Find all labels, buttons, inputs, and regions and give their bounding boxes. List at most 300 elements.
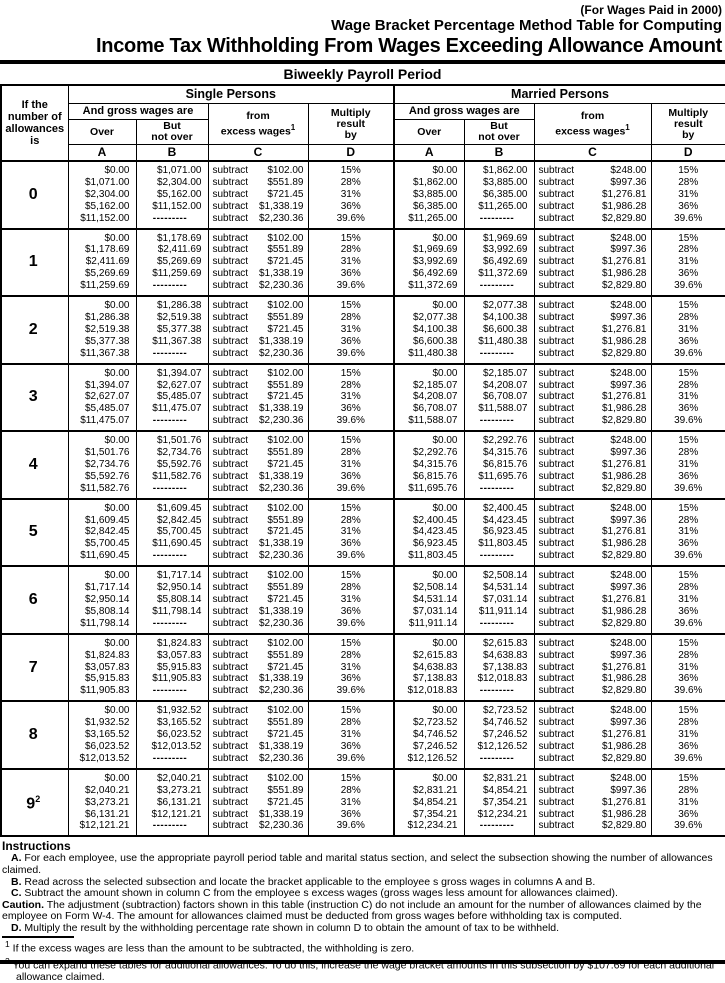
rate-value: 36% bbox=[678, 538, 699, 550]
single-subtract-cell bbox=[208, 769, 308, 837]
subtract-line bbox=[539, 189, 647, 201]
married-subtract-cell bbox=[534, 296, 651, 364]
subtract-word: subtract bbox=[538, 482, 575, 494]
instruction-label: B. bbox=[11, 875, 22, 888]
married-col-letter-b: B bbox=[464, 145, 534, 162]
subtract-word: subtract bbox=[212, 649, 249, 661]
instruction-item: D. Multiply the result by the withholding percentage rate shown in column D to obtain the amount of tax to be withheld. bbox=[11, 921, 560, 934]
rate-value: 31% bbox=[678, 796, 699, 808]
subtract-line bbox=[539, 673, 647, 685]
subtract-word: subtract bbox=[212, 685, 249, 697]
rate-value: 31% bbox=[678, 661, 699, 673]
subtract-line bbox=[213, 391, 304, 403]
but-not-over-value: $6,023.52 bbox=[157, 729, 202, 741]
subtract-line bbox=[213, 483, 304, 495]
but-not-over-value: $3,273.21 bbox=[157, 784, 202, 796]
rate-value: 36% bbox=[678, 403, 699, 415]
single-but-not-over-cell bbox=[136, 229, 208, 297]
but-not-over-value: $4,638.83 bbox=[483, 649, 528, 661]
but-not-over-value: $12,013.52 bbox=[151, 740, 202, 752]
subtract-amount: $248.00 bbox=[610, 772, 647, 784]
multiply-header-line: result bbox=[673, 117, 703, 130]
rate-value: 31% bbox=[340, 594, 361, 605]
allowance-number bbox=[1, 499, 68, 567]
subtract-word: subtract bbox=[538, 470, 575, 482]
but-not-over-value: $11,372.69 bbox=[478, 268, 528, 280]
subtract-amount: $2,230.36 bbox=[259, 482, 304, 494]
subtract-word: subtract bbox=[538, 514, 575, 526]
table-title-line1: Wage Bracket Percentage Method Table for Computing bbox=[331, 17, 722, 34]
but-not-over-value: $3,057.83 bbox=[157, 649, 202, 661]
rate-value: 31% bbox=[678, 594, 699, 605]
rate-value: 31% bbox=[340, 323, 361, 335]
excess-footnote-ref: 1 bbox=[625, 122, 630, 132]
over-value: $2,627.07 bbox=[85, 391, 130, 403]
married-but-not-over-cell bbox=[464, 431, 534, 499]
excess-header-line: from bbox=[246, 109, 270, 122]
over-value: $6,600.38 bbox=[413, 335, 458, 347]
subtract-word: subtract bbox=[212, 570, 249, 582]
single-but-not-over-cell bbox=[136, 499, 208, 567]
over-value: $11,152.00 bbox=[80, 212, 130, 224]
subtract-word: subtract bbox=[538, 673, 575, 685]
over-value: $4,208.07 bbox=[413, 391, 458, 403]
but-not-over-value: $11,367.38 bbox=[152, 335, 202, 347]
over-value: $12,018.83 bbox=[407, 685, 458, 697]
subtract-amount: $2,829.80 bbox=[602, 550, 647, 562]
subtract-word: subtract bbox=[212, 403, 249, 415]
page-bottom-rule bbox=[0, 960, 725, 964]
excess-header-line: from bbox=[580, 109, 605, 122]
subtract-word: subtract bbox=[538, 379, 575, 391]
married-but-not-over-cell bbox=[464, 296, 534, 364]
over-value: $1,286.38 bbox=[85, 311, 130, 323]
over-value: $0.00 bbox=[104, 232, 130, 244]
subtract-line bbox=[213, 729, 304, 741]
over-value: $5,592.76 bbox=[85, 470, 130, 482]
over-value: $3,885.00 bbox=[413, 188, 458, 200]
rate-value: 15% bbox=[678, 502, 699, 514]
subtract-line bbox=[213, 233, 304, 245]
married-subtract-cell bbox=[534, 431, 651, 499]
subtract-line bbox=[539, 685, 647, 697]
subtract-word: subtract bbox=[538, 268, 575, 280]
rate-value: 15% bbox=[340, 435, 361, 447]
rate-value: 39.6% bbox=[336, 280, 365, 292]
subtract-amount: $997.36 bbox=[610, 244, 647, 256]
subtract-amount: $1,276.81 bbox=[602, 188, 647, 200]
subtract-word: subtract bbox=[212, 482, 249, 494]
subtract-amount: $997.36 bbox=[610, 514, 647, 526]
over-value: $7,138.83 bbox=[413, 673, 458, 685]
married-col-letter-a: A bbox=[394, 145, 464, 162]
but-not-over-value: $4,746.52 bbox=[483, 717, 528, 729]
married-rate-cell bbox=[651, 634, 725, 702]
but-not-over-value: $11,582.76 bbox=[152, 470, 202, 482]
single-over-header: Over bbox=[68, 120, 136, 145]
over-value: $0.00 bbox=[432, 502, 458, 514]
no-upper-limit-dashes: --------- bbox=[152, 212, 188, 224]
but-not-over-value: $11,911.14 bbox=[478, 605, 528, 617]
rate-value: 28% bbox=[340, 311, 361, 323]
subtract-word: subtract bbox=[212, 820, 249, 832]
but-not-over-value: $2,723.52 bbox=[483, 705, 528, 717]
rate-value: 31% bbox=[678, 188, 699, 200]
subtract-amount: $2,829.80 bbox=[602, 415, 647, 427]
over-value: $5,377.38 bbox=[85, 335, 130, 347]
subtract-line bbox=[539, 594, 647, 606]
subtract-amount: $102.00 bbox=[267, 705, 304, 717]
rate-value: 31% bbox=[678, 323, 699, 335]
married-but-not-over-cell bbox=[464, 161, 534, 229]
but-not-over-value: $6,385.00 bbox=[483, 188, 528, 200]
but-not-over-value: $1,501.76 bbox=[157, 435, 202, 447]
rate-value: 15% bbox=[678, 300, 699, 312]
over-value: $1,932.52 bbox=[85, 717, 130, 729]
subtract-line bbox=[213, 526, 304, 538]
subtract-amount: $997.36 bbox=[610, 176, 647, 188]
single-subtract-cell bbox=[208, 161, 308, 229]
but-not-over-value: $12,018.83 bbox=[477, 673, 528, 685]
single-but-not-over-header bbox=[136, 120, 208, 145]
subtract-line bbox=[539, 368, 647, 380]
subtract-word: subtract bbox=[538, 729, 575, 741]
allowance-row bbox=[1, 296, 725, 364]
subtract-line bbox=[213, 570, 304, 582]
subtract-amount: $1,986.28 bbox=[602, 403, 647, 415]
single-col-letter-a: A bbox=[68, 145, 136, 162]
married-over-cell bbox=[394, 161, 464, 229]
but-not-over-value: $7,246.52 bbox=[483, 729, 528, 741]
subtract-line bbox=[539, 213, 647, 225]
subtract-word: subtract bbox=[538, 502, 575, 514]
subtract-amount: $2,829.80 bbox=[602, 752, 647, 764]
over-value: $0.00 bbox=[104, 367, 130, 379]
subtract-word: subtract bbox=[538, 212, 575, 224]
subtract-amount: $248.00 bbox=[610, 570, 647, 582]
single-but-not-over-cell bbox=[136, 431, 208, 499]
but-not-over-value: $6,131.21 bbox=[157, 796, 202, 808]
subtract-amount: $2,829.80 bbox=[602, 685, 647, 697]
rate-value: 28% bbox=[340, 784, 361, 796]
over-value: $2,842.45 bbox=[85, 526, 130, 538]
rate-value: 31% bbox=[340, 256, 361, 268]
subtract-word: subtract bbox=[212, 796, 249, 808]
rate-value: 31% bbox=[340, 796, 361, 808]
subtract-word: subtract bbox=[538, 415, 575, 427]
subtract-line bbox=[213, 550, 304, 562]
rate-value: 28% bbox=[678, 514, 699, 526]
over-value: $0.00 bbox=[104, 165, 130, 176]
rate-value: 15% bbox=[678, 367, 699, 379]
single-col-letter-c: C bbox=[208, 145, 308, 162]
over-value: $4,531.14 bbox=[413, 594, 458, 605]
but-not-over-value: $12,234.21 bbox=[477, 808, 528, 820]
single-gross-wages-header: And gross wages are bbox=[68, 104, 208, 120]
subtract-line bbox=[213, 809, 304, 821]
subtract-word: subtract bbox=[212, 582, 249, 594]
subtract-amount: $248.00 bbox=[610, 637, 647, 649]
subtract-word: subtract bbox=[212, 323, 249, 335]
allowance-number-value: 9 bbox=[26, 795, 36, 813]
married-rate-cell bbox=[651, 701, 725, 769]
subtract-word: subtract bbox=[212, 311, 249, 323]
over-value: $3,992.69 bbox=[413, 256, 458, 268]
over-value: $0.00 bbox=[432, 435, 458, 447]
subtract-amount: $1,986.28 bbox=[602, 740, 647, 752]
instruction-label: D. bbox=[11, 921, 22, 934]
over-value: $0.00 bbox=[104, 637, 130, 649]
but-not-over-value: $1,609.45 bbox=[157, 502, 202, 514]
subtract-line bbox=[539, 606, 647, 618]
subtract-line bbox=[213, 650, 304, 662]
but-not-over-value: $6,600.38 bbox=[483, 323, 528, 335]
but-not-over-value: $5,592.76 bbox=[157, 458, 202, 470]
rate-value: 39.6% bbox=[674, 482, 703, 494]
subtract-word: subtract bbox=[212, 415, 249, 427]
subtract-line bbox=[539, 177, 647, 189]
single-over-cell bbox=[68, 701, 136, 769]
but-not-over-value: $2,519.38 bbox=[157, 311, 202, 323]
subtract-amount: $721.45 bbox=[267, 526, 304, 538]
subtract-amount: $1,338.19 bbox=[259, 673, 304, 685]
but-not-over-value: $11,695.76 bbox=[478, 470, 528, 482]
rate-value: 28% bbox=[678, 447, 699, 459]
but-not-over-value: $2,411.69 bbox=[157, 244, 202, 256]
no-upper-limit-dashes: --------- bbox=[479, 550, 515, 562]
over-value: $4,100.38 bbox=[413, 323, 458, 335]
instruction-label: A. bbox=[11, 852, 22, 865]
subtract-amount: $248.00 bbox=[610, 232, 647, 244]
rate-value: 39.6% bbox=[336, 820, 365, 832]
subtract-word: subtract bbox=[212, 232, 249, 244]
allowance-number-value: 5 bbox=[28, 523, 38, 541]
single-subtract-cell bbox=[208, 364, 308, 432]
subtract-amount: $2,829.80 bbox=[602, 482, 647, 494]
subtract-word: subtract bbox=[538, 244, 575, 256]
subtract-line bbox=[539, 380, 647, 392]
subtract-amount: $248.00 bbox=[610, 705, 647, 717]
over-value: $2,411.69 bbox=[85, 256, 130, 268]
rate-value: 36% bbox=[340, 335, 361, 347]
allowance-number-value: 0 bbox=[28, 185, 38, 203]
subtract-line bbox=[213, 471, 304, 483]
subtract-word: subtract bbox=[538, 165, 575, 176]
subtract-amount: $997.36 bbox=[610, 717, 647, 729]
subtract-line bbox=[539, 705, 647, 717]
subtract-line bbox=[213, 618, 304, 630]
but-not-over-value: $2,304.00 bbox=[157, 176, 202, 188]
single-over-cell bbox=[68, 229, 136, 297]
over-value: $11,695.76 bbox=[408, 482, 458, 494]
subtract-amount: $2,230.36 bbox=[259, 550, 304, 562]
excess-header-line: excess wages$^1$ bbox=[220, 122, 296, 138]
rate-value: 31% bbox=[678, 458, 699, 470]
married-rate-cell bbox=[651, 296, 725, 364]
subtract-amount: $721.45 bbox=[267, 256, 304, 268]
subtract-amount: $1,276.81 bbox=[602, 323, 647, 335]
but-not-over-value: $2,627.07 bbox=[157, 379, 202, 391]
rate-value: 15% bbox=[340, 705, 361, 717]
subtract-word: subtract bbox=[212, 808, 249, 820]
subtract-word: subtract bbox=[212, 752, 249, 764]
rate-value: 39.6% bbox=[336, 482, 365, 494]
rate-value: 39.6% bbox=[674, 752, 703, 764]
but-not-over-value: $5,915.83 bbox=[157, 661, 202, 673]
over-value: $11,582.76 bbox=[80, 482, 130, 494]
but-not-over-line: But bbox=[490, 120, 508, 132]
over-value: $12,234.21 bbox=[407, 820, 458, 832]
rate-value: 39.6% bbox=[674, 347, 703, 359]
subtract-amount: $1,276.81 bbox=[602, 391, 647, 403]
subtract-amount: $997.36 bbox=[610, 649, 647, 661]
over-value: $1,717.14 bbox=[85, 582, 130, 594]
rate-value: 28% bbox=[340, 176, 361, 188]
subtract-line bbox=[539, 538, 647, 550]
subtract-line bbox=[213, 189, 304, 201]
rate-value: 36% bbox=[678, 470, 699, 482]
over-value: $6,708.07 bbox=[413, 403, 458, 415]
single-rate-cell bbox=[308, 499, 394, 567]
rate-value: 28% bbox=[340, 514, 361, 526]
no-upper-limit-dashes: --------- bbox=[152, 550, 188, 562]
subtract-line bbox=[539, 753, 647, 765]
subtract-amount: $721.45 bbox=[267, 796, 304, 808]
subtract-amount: $248.00 bbox=[610, 435, 647, 447]
rate-value: 36% bbox=[678, 673, 699, 685]
but-not-over-value: $2,077.38 bbox=[483, 300, 528, 312]
subtract-line bbox=[213, 256, 304, 268]
subtract-word: subtract bbox=[538, 784, 575, 796]
subtract-line bbox=[213, 435, 304, 447]
rate-value: 39.6% bbox=[336, 212, 365, 224]
married-over-cell bbox=[394, 431, 464, 499]
subtract-word: subtract bbox=[538, 808, 575, 820]
subtract-line bbox=[539, 312, 647, 324]
subtract-line bbox=[539, 618, 647, 630]
subtract-line bbox=[213, 380, 304, 392]
single-rate-cell bbox=[308, 364, 394, 432]
single-subtract-cell bbox=[208, 499, 308, 567]
subtract-line bbox=[539, 483, 647, 495]
over-value: $1,501.76 bbox=[85, 447, 130, 459]
no-upper-limit-dashes: --------- bbox=[152, 280, 188, 292]
married-rate-cell bbox=[651, 161, 725, 229]
subtract-amount: $2,829.80 bbox=[602, 280, 647, 292]
subtract-line bbox=[539, 233, 647, 245]
subtract-line bbox=[539, 582, 647, 594]
multiply-header-line: Multiply bbox=[668, 106, 709, 119]
over-value: $2,519.38 bbox=[85, 323, 130, 335]
but-not-over-value: $2,400.45 bbox=[483, 502, 528, 514]
over-value: $6,023.52 bbox=[85, 740, 130, 752]
rate-value: 15% bbox=[340, 570, 361, 582]
allowance-row bbox=[1, 769, 725, 837]
rate-value: 36% bbox=[340, 740, 361, 752]
excess-footnote-ref: 1 bbox=[290, 122, 296, 132]
subtract-line bbox=[539, 570, 647, 582]
over-value: $6,131.21 bbox=[85, 808, 130, 820]
subtract-word: subtract bbox=[212, 268, 249, 280]
subtract-line bbox=[539, 324, 647, 336]
over-value: $2,508.14 bbox=[413, 582, 458, 594]
subtract-line bbox=[539, 280, 647, 292]
single-subtract-cell bbox=[208, 701, 308, 769]
subtract-amount: $1,338.19 bbox=[259, 403, 304, 415]
over-value: $2,723.52 bbox=[413, 717, 458, 729]
rate-value: 36% bbox=[678, 268, 699, 280]
rate-value: 31% bbox=[340, 188, 361, 200]
over-value: $11,372.69 bbox=[408, 280, 458, 292]
over-value: $6,492.69 bbox=[413, 268, 458, 280]
footnote-item: $^1$ If the excess wages are less than the amount to be subtracted, the withholding is zero. bbox=[5, 939, 415, 955]
but-not-over-value: $11,265.00 bbox=[478, 200, 528, 212]
subtract-amount: $2,230.36 bbox=[259, 212, 304, 224]
married-but-not-over-cell bbox=[464, 364, 534, 432]
but-not-over-value: $2,040.21 bbox=[157, 772, 202, 784]
but-not-over-value: $5,162.00 bbox=[157, 188, 202, 200]
multiply-header-line: Multiply bbox=[330, 106, 371, 119]
single-over-cell bbox=[68, 634, 136, 702]
married-but-not-over-cell bbox=[464, 769, 534, 837]
subtract-line bbox=[213, 717, 304, 729]
married-rate-cell bbox=[651, 431, 725, 499]
payroll-period-title: Biweekly Payroll Period bbox=[283, 66, 442, 82]
subtract-line bbox=[539, 820, 647, 832]
allowance-number bbox=[1, 701, 68, 769]
subtract-word: subtract bbox=[212, 717, 249, 729]
but-not-over-value: $11,475.07 bbox=[152, 403, 202, 415]
married-col-letter-c: C bbox=[534, 145, 651, 162]
over-value: $1,824.83 bbox=[85, 649, 130, 661]
subtract-line bbox=[213, 403, 304, 415]
rate-value: 36% bbox=[340, 808, 361, 820]
subtract-word: subtract bbox=[212, 729, 249, 741]
subtract-word: subtract bbox=[538, 796, 575, 808]
subtract-line bbox=[539, 638, 647, 650]
subtract-word: subtract bbox=[212, 367, 249, 379]
no-upper-limit-dashes: --------- bbox=[152, 752, 188, 764]
married-but-not-over-cell bbox=[464, 634, 534, 702]
subtract-amount: $551.89 bbox=[267, 311, 304, 323]
wage-bracket-table bbox=[0, 84, 725, 837]
rate-value: 15% bbox=[340, 165, 361, 176]
but-not-over-line: But bbox=[163, 120, 181, 132]
subtract-line bbox=[213, 268, 304, 280]
subtract-line bbox=[539, 717, 647, 729]
but-not-over-value: $12,121.21 bbox=[151, 808, 202, 820]
allowance-number-value: 4 bbox=[28, 455, 38, 473]
married-col-letter-d: D bbox=[651, 145, 725, 162]
no-upper-limit-dashes: --------- bbox=[479, 212, 515, 224]
but-not-over-value: $2,292.76 bbox=[483, 435, 528, 447]
subtract-amount: $2,829.80 bbox=[602, 347, 647, 359]
no-upper-limit-dashes: --------- bbox=[479, 617, 515, 629]
subtract-amount: $551.89 bbox=[267, 447, 304, 459]
married-subtract-cell bbox=[534, 161, 651, 229]
but-not-over-value: $1,969.69 bbox=[483, 232, 528, 244]
no-upper-limit-dashes: --------- bbox=[152, 415, 188, 427]
footnote-divider-rule bbox=[2, 936, 74, 938]
allowance-number bbox=[1, 161, 68, 229]
no-upper-limit-dashes: --------- bbox=[479, 280, 515, 292]
subtract-amount: $997.36 bbox=[610, 447, 647, 459]
but-not-over-value: $2,615.83 bbox=[483, 637, 528, 649]
subtract-word: subtract bbox=[538, 570, 575, 582]
but-not-over-value: $11,259.69 bbox=[152, 268, 202, 280]
married-over-cell bbox=[394, 701, 464, 769]
rate-value: 15% bbox=[340, 232, 361, 244]
